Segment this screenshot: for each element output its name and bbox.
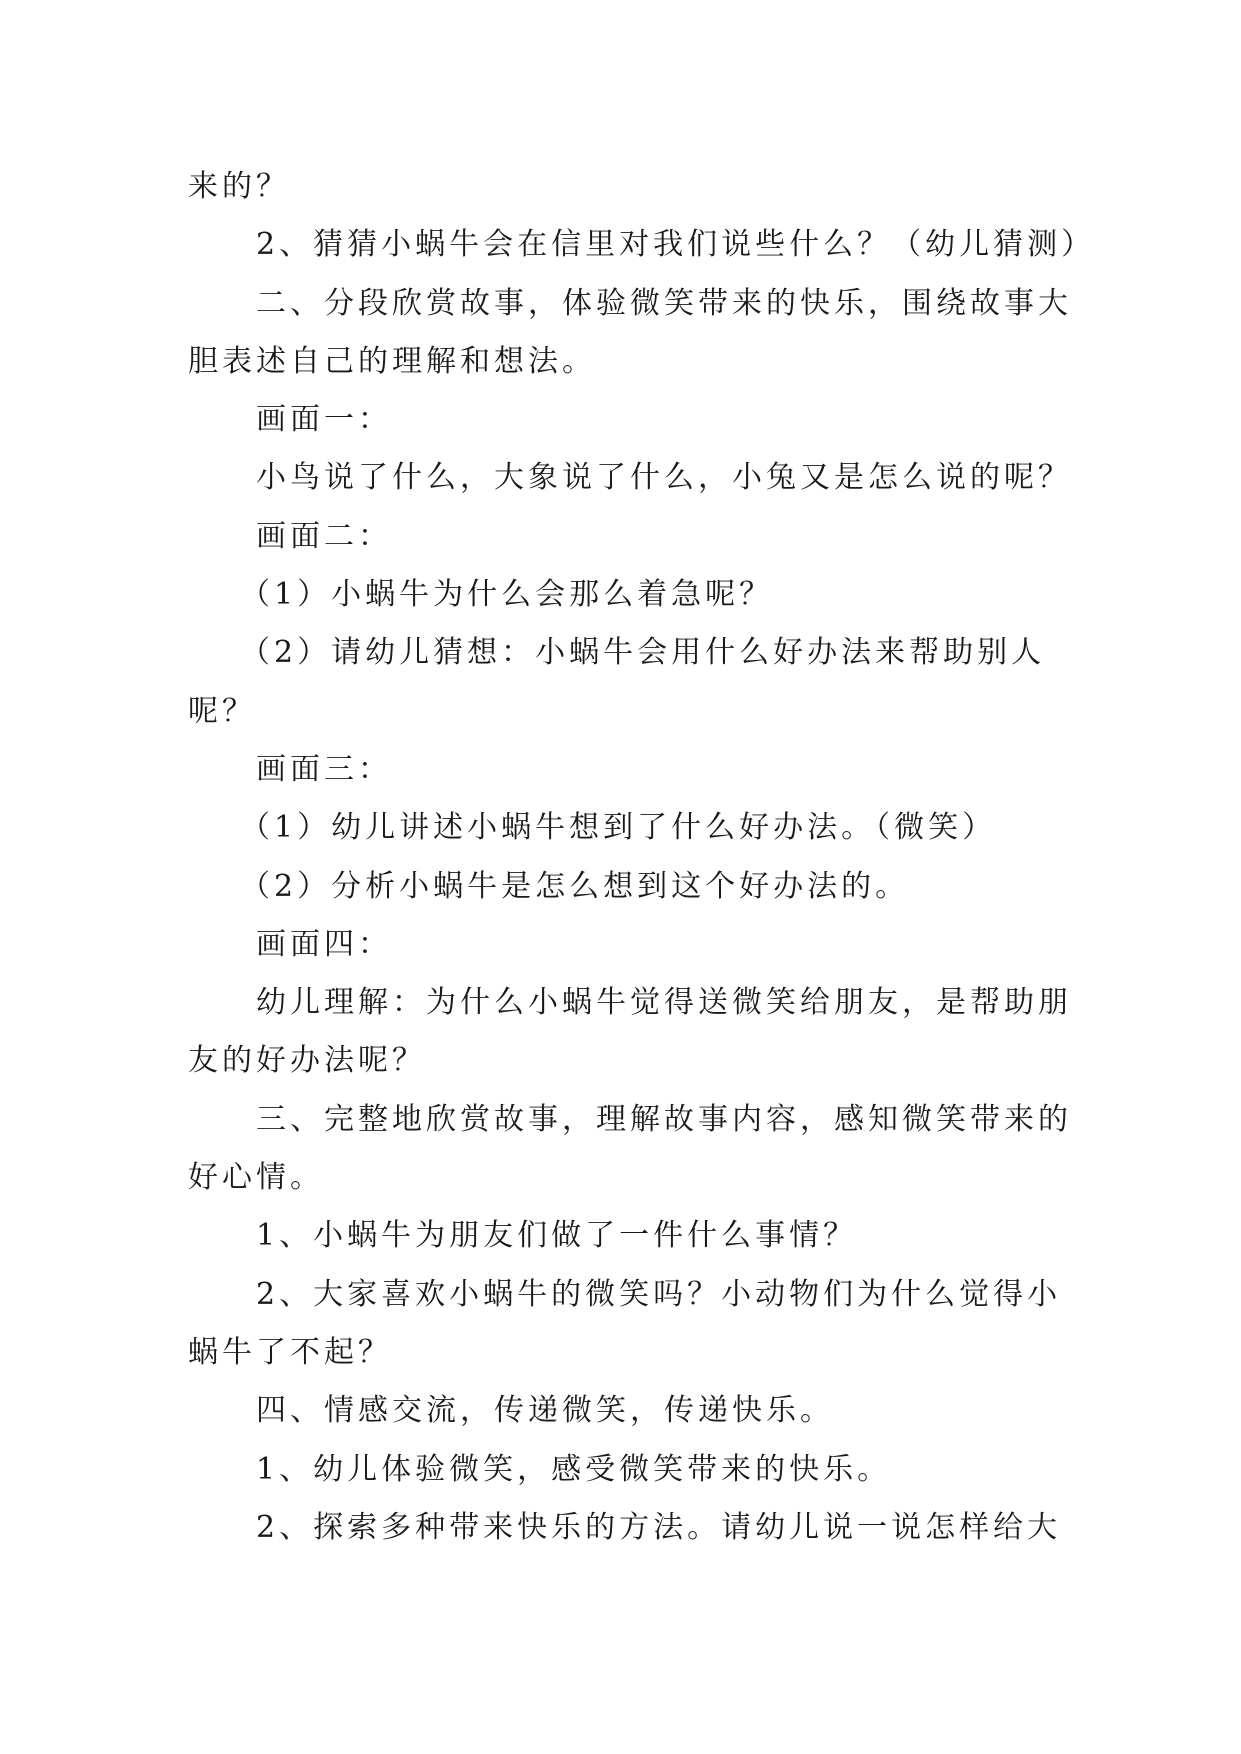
text-line: 好心情。	[188, 1160, 324, 1196]
text-line: 1、小蜗牛为朋友们做了一件什么事情？	[256, 1218, 858, 1254]
text-line: 友的好办法呢？	[188, 1043, 426, 1079]
text-line: 胆表述自己的理解和想法。	[188, 343, 596, 379]
section-heading: 三、完整地欣赏故事，理解故事内容，感知微笑带来的	[256, 1101, 1072, 1137]
text-line: （1）幼儿讲述小蜗牛想到了什么好办法。（微笑）	[240, 810, 997, 846]
text-line: （1）小蜗牛为什么会那么着急呢？	[240, 577, 774, 613]
text-line: 2、猜猜小蜗牛会在信里对我们说些什么？（幼儿猜测）	[256, 227, 1096, 263]
scene-heading: 画面二：	[256, 518, 392, 554]
text-line: 蜗牛了不起？	[188, 1334, 392, 1370]
text-line: 1、幼儿体验微笑，感受微笑带来的快乐。	[256, 1451, 892, 1487]
text-line: 来的？	[188, 169, 290, 204]
text-line: 小鸟说了什么，大象说了什么，小兔又是怎么说的呢？	[256, 460, 1072, 496]
text-line: 2、大家喜欢小蜗牛的微笑吗？小动物们为什么觉得小	[256, 1276, 1062, 1312]
text-line: （2）分析小蜗牛是怎么想到这个好办法的。	[240, 868, 910, 904]
text-line: 2、探索多种带来快乐的方法。请幼儿说一说怎样给大	[256, 1509, 1062, 1545]
text-line: 呢？	[188, 693, 256, 729]
section-heading: 二、分段欣赏故事，体验微笑带来的快乐，围绕故事大	[256, 285, 1072, 321]
scene-heading: 画面四：	[256, 926, 392, 962]
text-line: （2）请幼儿猜想：小蜗牛会用什么好办法来帮助别人	[240, 635, 1046, 671]
scene-heading: 画面一：	[256, 402, 392, 438]
text-line: 幼儿理解：为什么小蜗牛觉得送微笑给朋友，是帮助朋	[256, 985, 1072, 1021]
scene-heading: 画面三：	[256, 751, 392, 787]
document-body	[188, 158, 1096, 1557]
section-heading: 四、情感交流，传递微笑，传递快乐。	[256, 1393, 834, 1429]
